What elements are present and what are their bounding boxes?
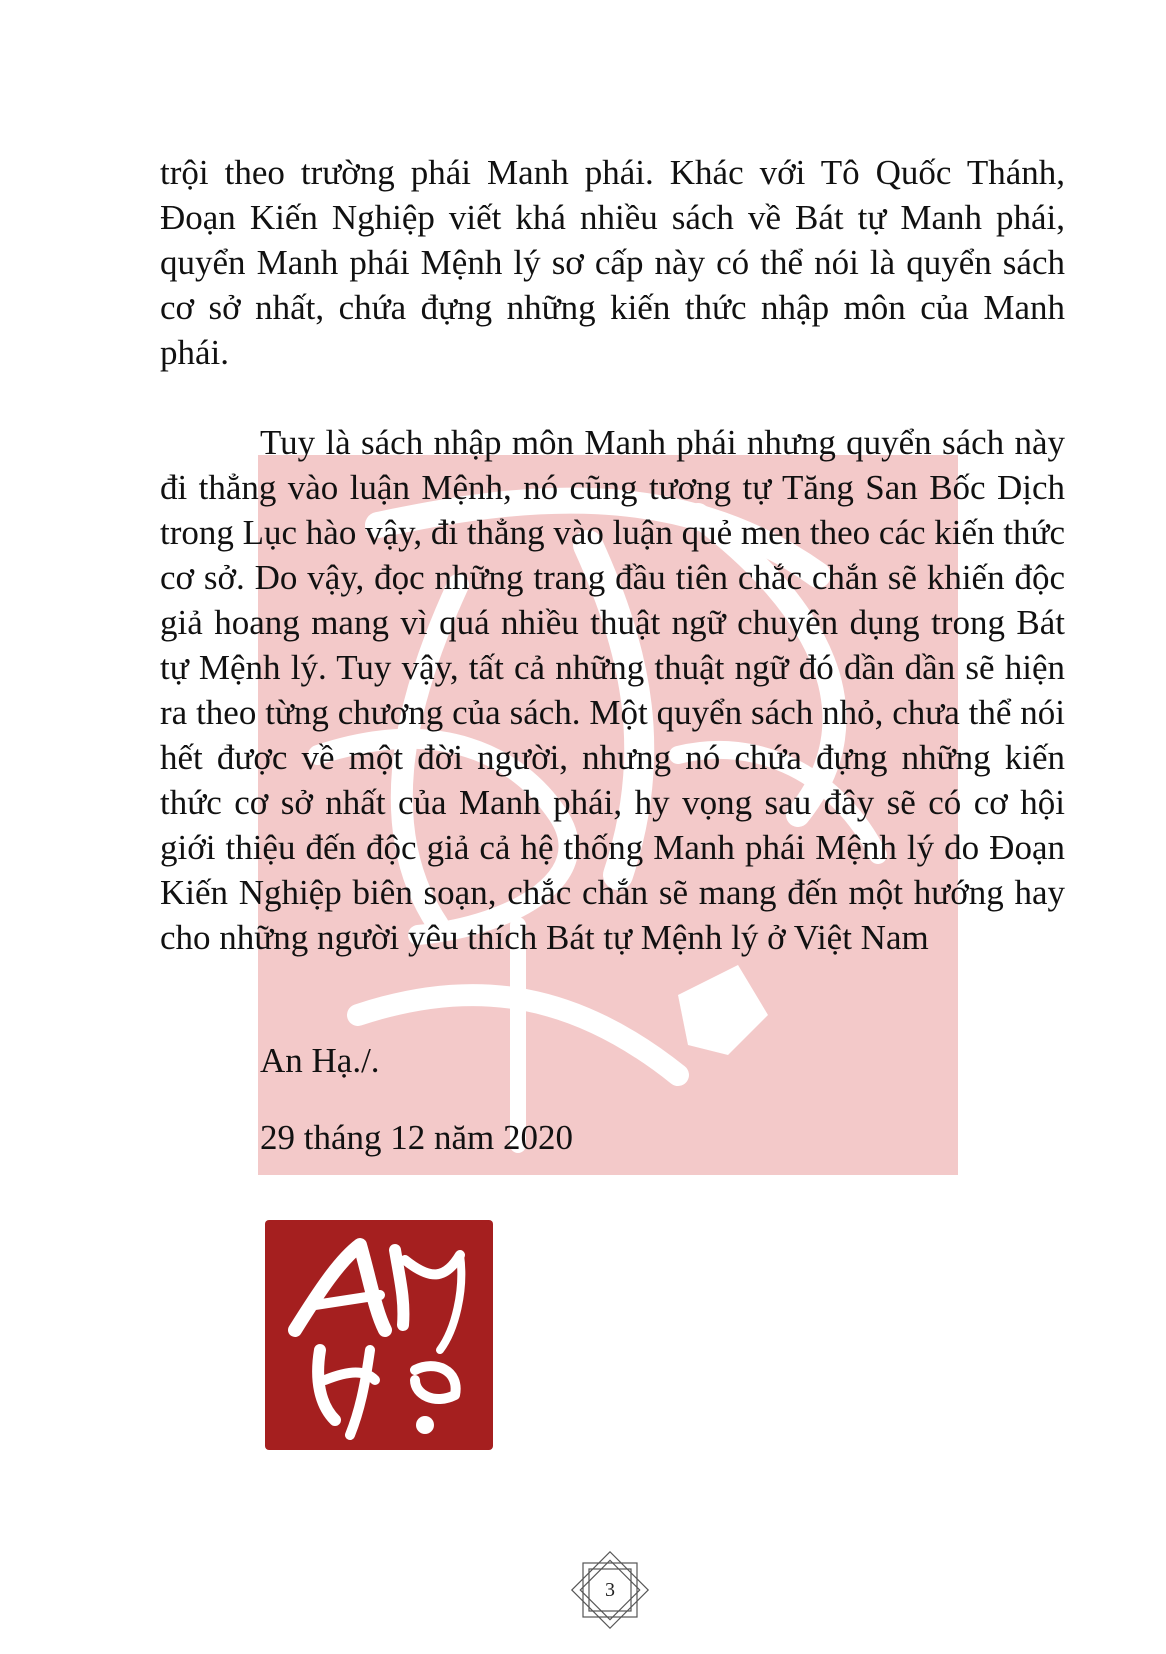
page-number: 3: [605, 1578, 615, 1601]
paragraph-1: trội theo trường phái Manh phái. Khác với Tô Quốc Thánh, Đoạn Kiến Nghiệp viết khá nhiều sách về Bát tự Manh phái, quyển Manh phái Mệnh lý sơ cấp này có thể nói là quyển sách cơ sở nhất, chứa đựng những kiến thức nhập môn của Manh phái.: [160, 153, 1065, 372]
author-seal-stamp: [265, 1220, 493, 1450]
body-text: [160, 150, 1065, 960]
author-signature: An Hạ./.: [260, 1041, 380, 1080]
signature-date: 29 tháng 12 năm 2020: [260, 1118, 574, 1157]
paragraph-2: Tuy là sách nhập môn Manh phái nhưng quyển sách này đi thẳng vào luận Mệnh, nó cũng tương tự Tăng San Bốc Dịch trong Lục hào vậy, đi thẳng vào luận quẻ men theo các kiến thức cơ sở. Do vậy, đọc những trang đầu tiên chắc chắn sẽ khiến độc giả hoang mang vì quá nhiều thuật ngữ chuyên dụng trong Bát tự Mệnh lý. Tuy vậy, tất cả những thuật ngữ đó dần dần sẽ hiện ra theo từng chương của sách. Một quyển sách nhỏ, chưa thể nói hết được về một đời người, nhưng nó chứa đựng những kiến thức cơ sở nhất của Manh phái, hy vọng sau đây sẽ có cơ hội giới thiệu đến độc giả cả hệ thống Manh phái Mệnh lý do Đoạn Kiến Nghiệp biên soạn, chắc chắn sẽ mang đến một hướng hay cho những người yêu thích Bát tự Mệnh lý ở Việt Nam: [160, 423, 1066, 957]
page-number-ornament: [567, 1547, 653, 1633]
